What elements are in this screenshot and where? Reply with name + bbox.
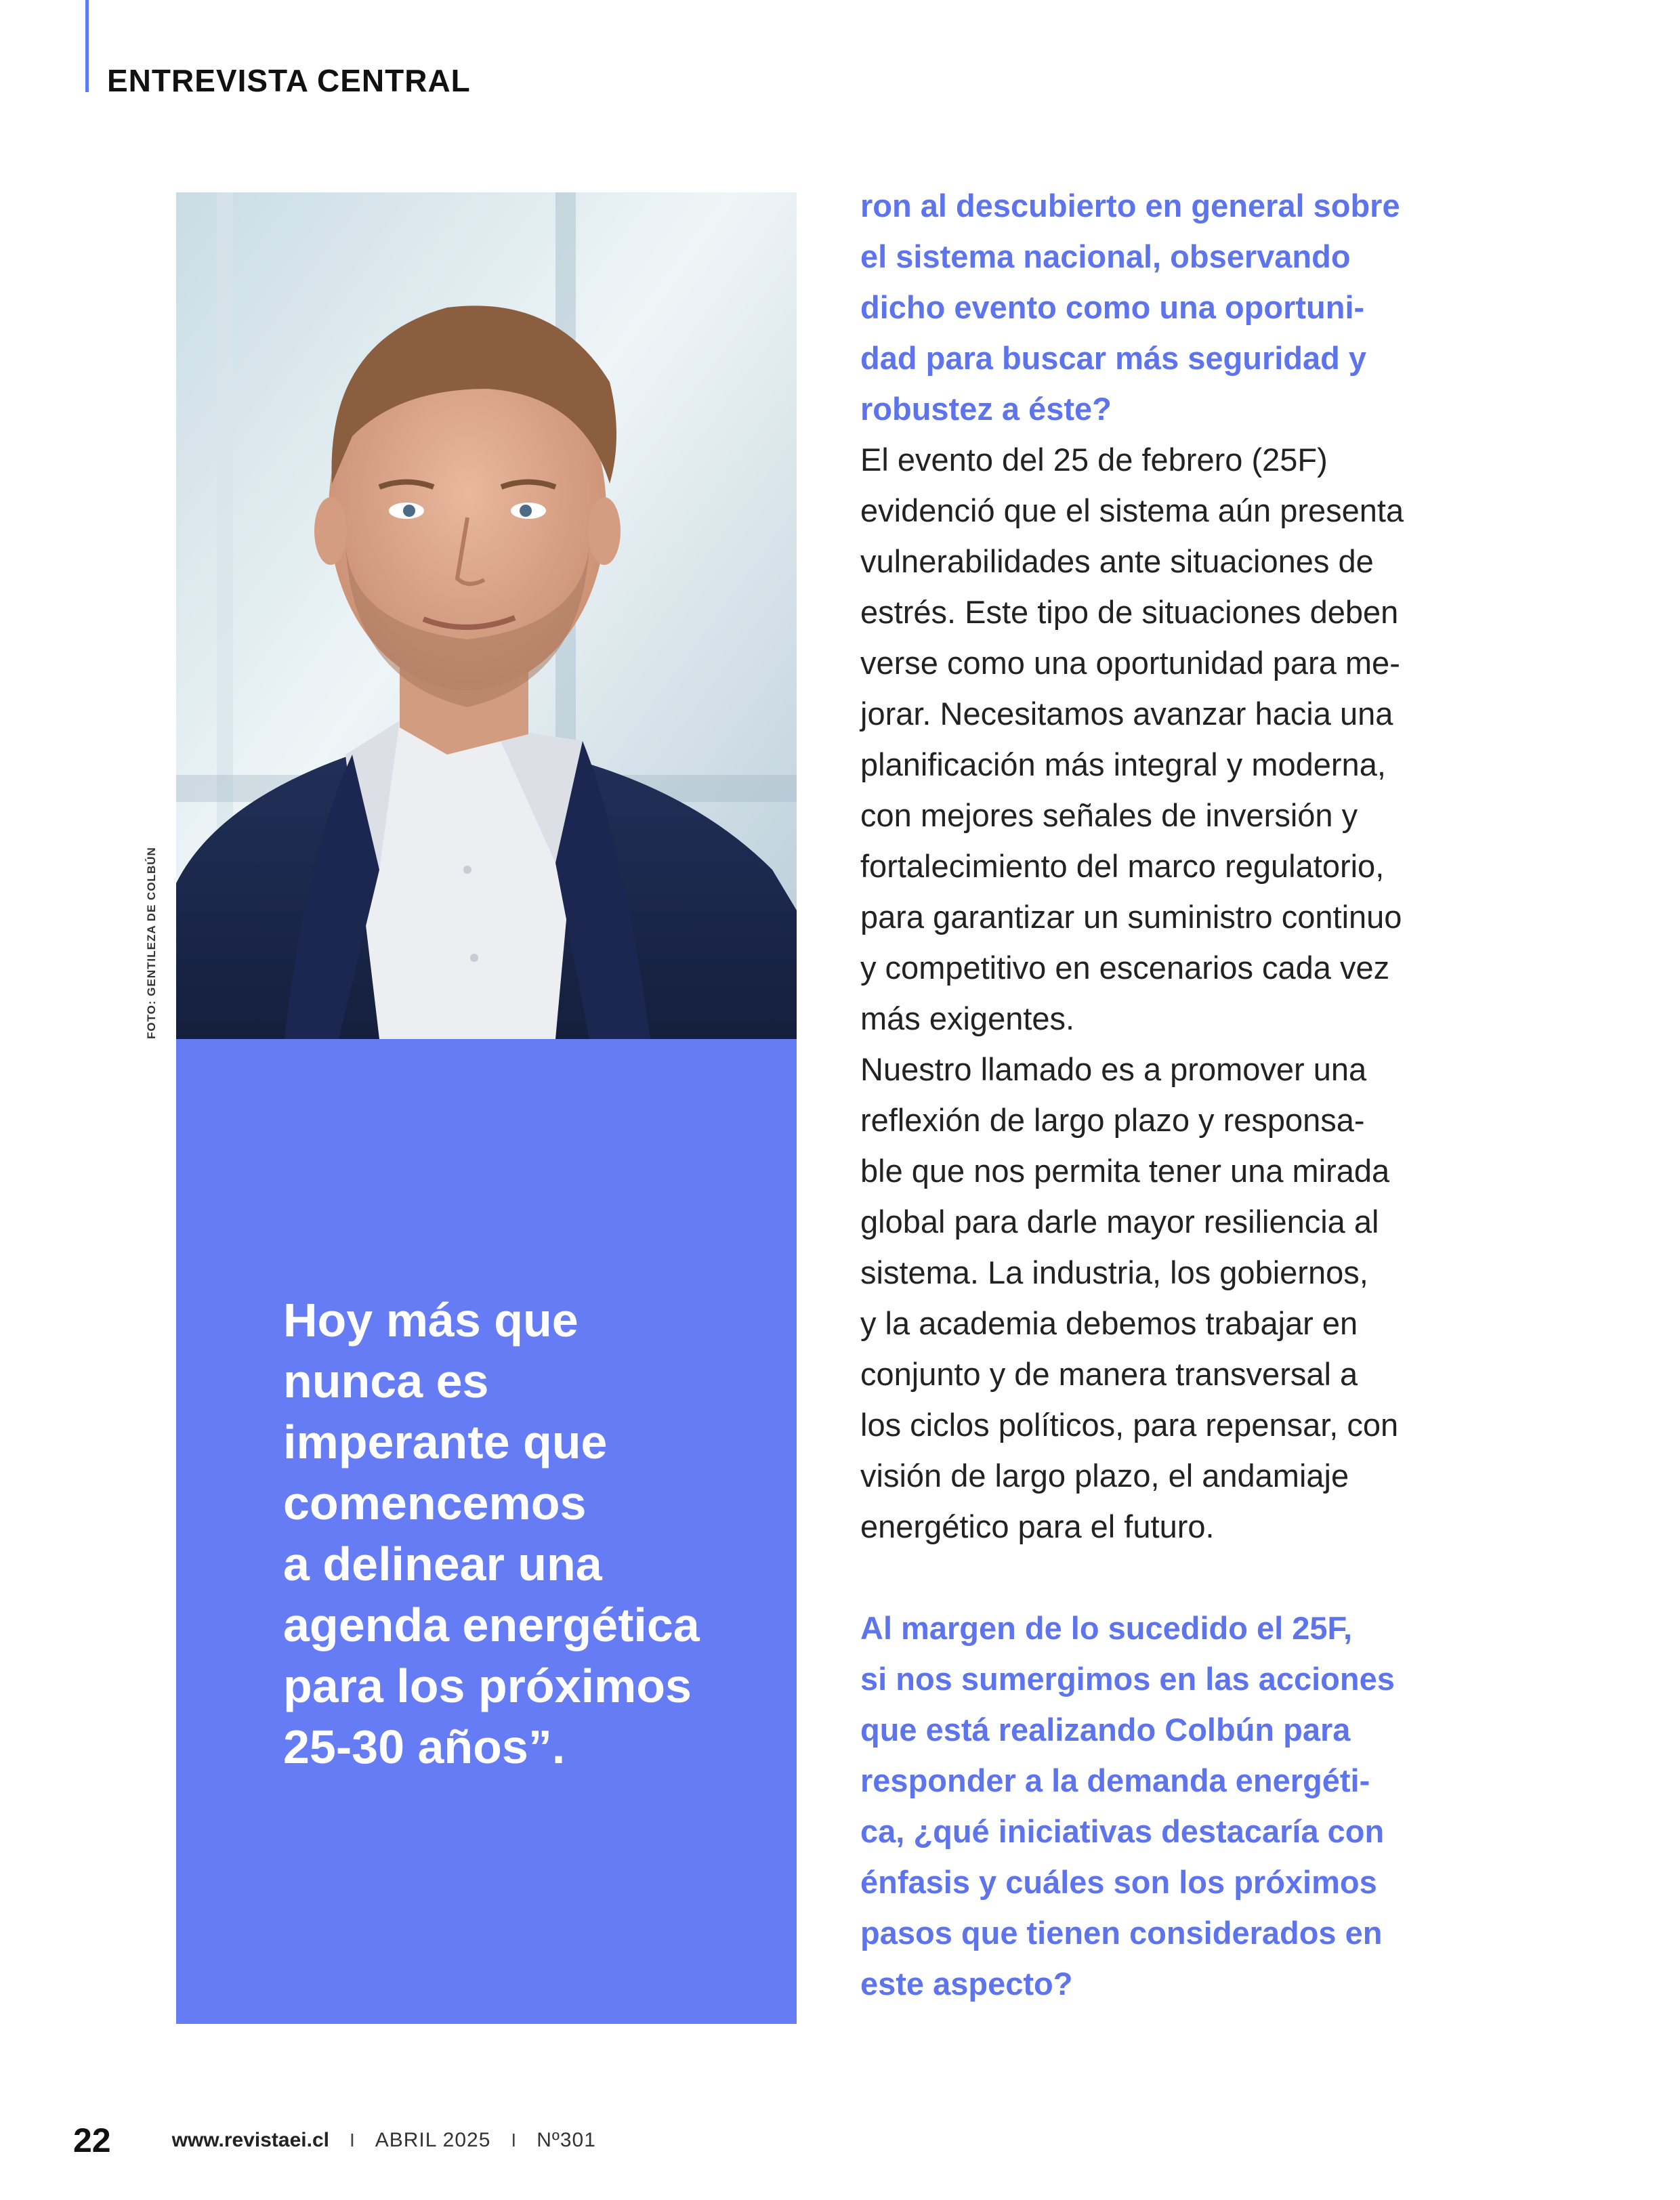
footer-separator: I: [349, 2130, 355, 2151]
photo-credit: FOTO: GENTILEZA DE COLBÚN: [145, 847, 158, 1039]
page-number: 22: [73, 2121, 111, 2159]
website-link[interactable]: www.revistaei.cl: [171, 2129, 329, 2151]
pull-quote-text: Hoy más que nunca es imperante que comencemos a delinear una agenda energética para los próximos 25-30 años”.: [283, 1294, 700, 1773]
paragraph-gap: [860, 1552, 1497, 1603]
answer-paragraph-1: El evento del 25 de febrero (25F) evidenció que el sistema aún presenta vulnerabilidades ante situaciones de estrés. Este tipo de situaciones deben verse como una oportunidad para me- jorar. Necesitamos avanzar hacia una planificación más integral y moderna, con mejores señales de inversión y fortalecimiento del marco regulatorio, para garantizar un suministro continuo y competitivo en escenarios cada vez más exigentes.: [860, 442, 1404, 1036]
answer-paragraph-2: Nuestro llamado es a promover una reflexión de largo plazo y responsa- ble que nos permita tener una mirada global para darle mayor resiliencia al sistema. La industria, los gobiernos, y la academia debemos trabajar en conjunto y de manera transversal a los ciclos políticos, para repensar, con visión de largo plazo, el andamiaje energético para el futuro.: [860, 1051, 1399, 1544]
pull-quote-box: [176, 1039, 797, 2024]
portrait-illustration: [176, 192, 797, 1039]
page-footer: [73, 2120, 596, 2161]
article-column: [860, 180, 1497, 2009]
issue-date: ABRIL 2025: [375, 2129, 491, 2151]
section-label: ENTREVISTA CENTRAL: [107, 63, 471, 98]
footer-separator: I: [511, 2130, 517, 2151]
question-continued: ron al descubierto en general sobre el sistema nacional, observando dicho evento como una oportuni- dad para buscar más seguridad y robustez a éste?: [860, 188, 1400, 427]
header-accent-rule: [85, 0, 89, 92]
issue-number: Nº301: [537, 2129, 596, 2151]
portrait-photo: [176, 192, 797, 1039]
question-next: Al margen de lo sucedido el 25F, si nos sumergimos en las acciones que está realizando Colbún para responder a la demanda energéti- ca, ¿qué iniciativas destacaría con énfasis y cuáles son los próximos pasos que tienen considerados en este aspecto?: [860, 1610, 1395, 2002]
